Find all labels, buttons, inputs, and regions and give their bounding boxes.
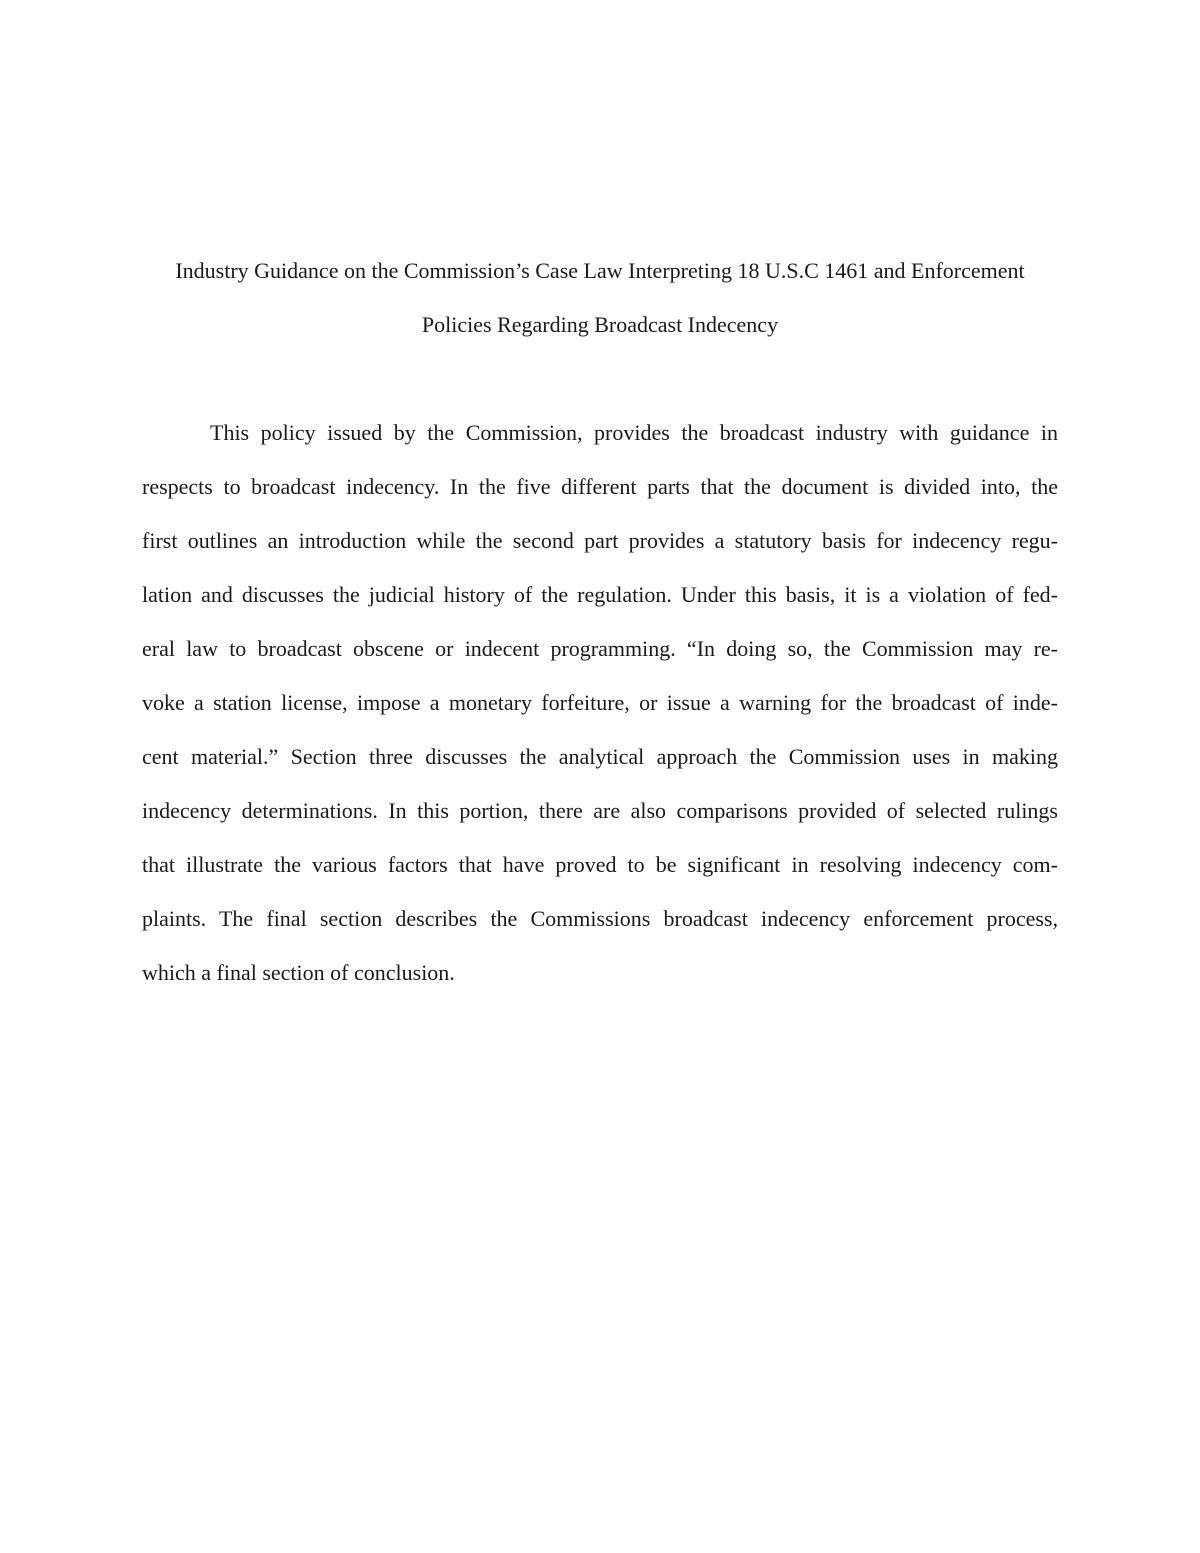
body-line-8: indecency determinations. In this portion, there are also comparisons provided of selected rulings: [142, 798, 1058, 823]
body-line-7: cent material.” Section three discusses the analytical approach the Commission uses in making: [142, 744, 1058, 769]
body-line-2: respects to broadcast indecency. In the five different parts that the document is divided into, the: [142, 474, 1058, 499]
title-line-1: Industry Guidance on the Commission’s Case Law Interpreting 18 U.S.C 1461 and Enforcement: [175, 258, 1025, 283]
body-line-6: voke a station license, impose a monetary forfeiture, or issue a warning for the broadcast of inde-: [142, 690, 1058, 715]
body-line-5: eral law to broadcast obscene or indecent programming. “In doing so, the Commission may re-: [142, 636, 1058, 661]
title-line-2: Policies Regarding Broadcast Indecency: [421, 312, 779, 337]
body-line-3: first outlines an introduction while the second part provides a statutory basis for indecency regu-: [142, 528, 1058, 553]
document-title: [100, 244, 1100, 352]
body-line-9: that illustrate the various factors that have proved to be significant in resolving indecency com-: [142, 852, 1058, 877]
body-line-4: lation and discusses the judicial history of the regulation. Under this basis, it is a violation of fed-: [142, 582, 1058, 607]
body-paragraph: [142, 406, 1058, 1000]
body-line-10: plaints. The final section describes the Commissions broadcast indecency enforcement process,: [142, 906, 1058, 931]
body-line-1: This policy issued by the Commission, provides the broadcast industry with guidance in: [210, 420, 1058, 445]
body-line-11: which a final section of conclusion.: [142, 960, 455, 985]
